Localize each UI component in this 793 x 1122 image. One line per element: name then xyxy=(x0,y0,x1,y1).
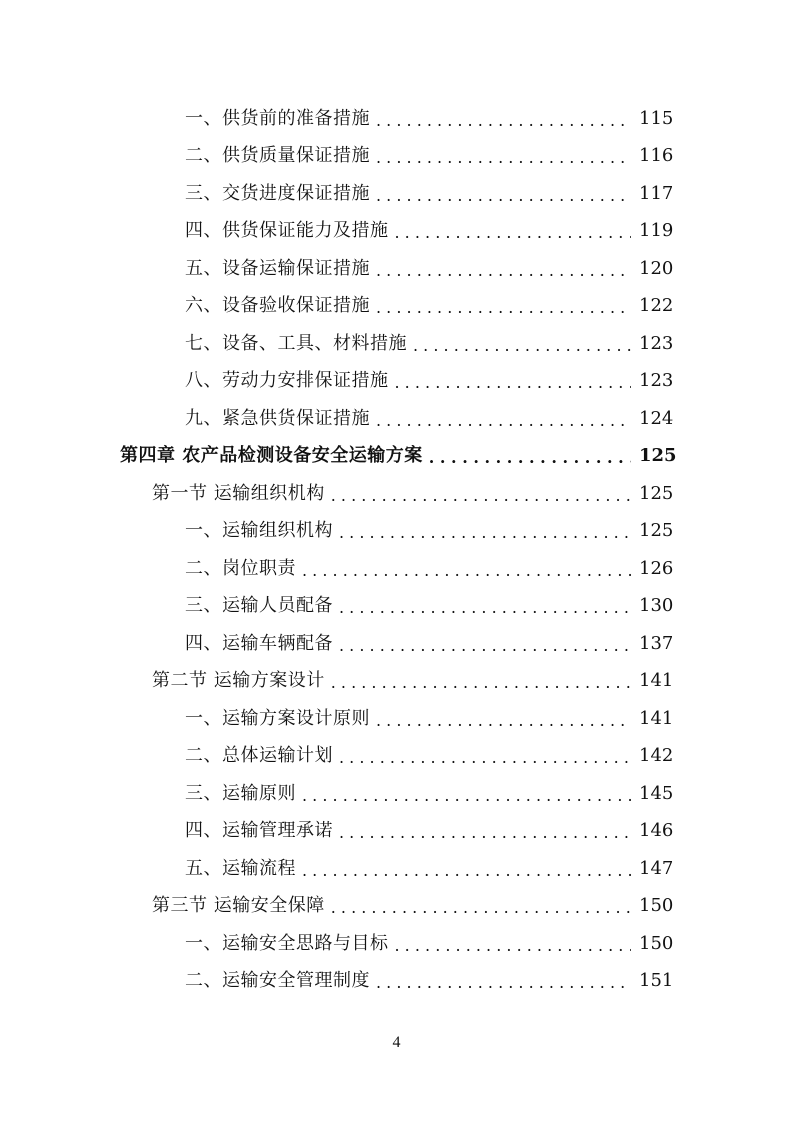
toc-dot-leader xyxy=(339,825,631,841)
toc-dot-leader xyxy=(376,300,631,316)
toc-entry-title: 二、供货质量保证措施 xyxy=(185,145,370,167)
toc-entry-page: 146 xyxy=(639,820,674,842)
toc-entry-item[interactable] xyxy=(0,138,793,176)
toc-entry-title: 四、运输车辆配备 xyxy=(185,632,333,654)
toc-entry-page: 124 xyxy=(639,407,674,429)
toc-dot-leader xyxy=(331,488,631,504)
toc-dot-leader xyxy=(376,150,631,166)
toc-entry-page: 122 xyxy=(639,295,674,317)
toc-entry-page: 117 xyxy=(639,182,674,204)
toc-entry-item[interactable] xyxy=(0,700,793,738)
toc-dot-leader xyxy=(429,450,631,466)
toc-dot-leader xyxy=(339,638,631,654)
toc-entry-item[interactable] xyxy=(0,963,793,1001)
toc-entry-item[interactable] xyxy=(0,513,793,551)
toc-dot-leader xyxy=(339,750,631,766)
toc-entry-title: 一、运输组织机构 xyxy=(185,520,333,542)
toc-dot-leader xyxy=(376,263,631,279)
toc-entry-item[interactable] xyxy=(0,775,793,813)
toc-dot-leader xyxy=(395,938,632,954)
toc-dot-leader xyxy=(395,375,632,391)
toc-entry-title: 一、运输安全思路与目标 xyxy=(185,932,389,954)
toc-entry-page: 147 xyxy=(639,857,674,879)
toc-entry-title: 二、运输安全管理制度 xyxy=(185,970,370,992)
toc-entry-item[interactable] xyxy=(0,550,793,588)
toc-entry-section[interactable] xyxy=(0,663,793,701)
toc-dot-leader xyxy=(376,975,631,991)
toc-entry-item[interactable] xyxy=(0,288,793,326)
toc-dot-leader xyxy=(339,600,631,616)
toc-entry-page: 116 xyxy=(639,145,674,167)
toc-entry-title: 八、劳动力安排保证措施 xyxy=(185,370,389,392)
toc-entry-page: 142 xyxy=(639,745,674,767)
toc-entry-item[interactable] xyxy=(0,588,793,626)
toc-dot-leader xyxy=(376,188,631,204)
toc-entry-item[interactable] xyxy=(0,325,793,363)
toc-entry-title: 四、运输管理承诺 xyxy=(185,820,333,842)
toc-entry-page: 130 xyxy=(639,595,674,617)
toc-entry-item[interactable] xyxy=(0,850,793,888)
toc-entry-title: 一、供货前的准备措施 xyxy=(185,107,370,129)
toc-entry-section[interactable] xyxy=(0,888,793,926)
toc-entry-page: 125 xyxy=(639,520,674,542)
toc-entry-title: 七、设备、工具、材料措施 xyxy=(185,332,407,354)
toc-dot-leader xyxy=(331,900,631,916)
toc-entry-title: 第二节 运输方案设计 xyxy=(152,670,325,692)
toc-entry-item[interactable] xyxy=(0,213,793,251)
toc-entry-title: 三、交货进度保证措施 xyxy=(185,182,370,204)
toc-dot-leader xyxy=(339,525,631,541)
toc-entry-title: 二、岗位职责 xyxy=(185,557,296,579)
toc-entry-section[interactable] xyxy=(0,475,793,513)
toc-entry-page: 123 xyxy=(639,370,674,392)
toc-entry-item[interactable] xyxy=(0,363,793,401)
toc-entry-title: 一、运输方案设计原则 xyxy=(185,707,370,729)
toc-entry-title: 第四章 农产品检测设备安全运输方案 xyxy=(120,445,423,467)
table-of-contents xyxy=(0,100,793,1000)
toc-entry-title: 九、紧急供货保证措施 xyxy=(185,407,370,429)
toc-entry-title: 二、总体运输计划 xyxy=(185,745,333,767)
toc-entry-page: 137 xyxy=(639,632,674,654)
toc-entry-page: 125 xyxy=(639,445,677,467)
toc-entry-page: 123 xyxy=(639,332,674,354)
toc-entry-item[interactable] xyxy=(0,400,793,438)
toc-dot-leader xyxy=(413,338,631,354)
toc-dot-leader xyxy=(302,788,631,804)
toc-entry-title: 第三节 运输安全保障 xyxy=(152,895,325,917)
toc-entry-page: 151 xyxy=(639,970,674,992)
toc-entry-page: 119 xyxy=(639,220,674,242)
toc-entry-page: 145 xyxy=(639,782,674,804)
toc-entry-item[interactable] xyxy=(0,250,793,288)
toc-entry-title: 四、供货保证能力及措施 xyxy=(185,220,389,242)
toc-entry-page: 115 xyxy=(639,107,674,129)
toc-dot-leader xyxy=(302,863,631,879)
toc-entry-page: 150 xyxy=(639,895,674,917)
toc-dot-leader xyxy=(376,713,631,729)
toc-entry-item[interactable] xyxy=(0,100,793,138)
toc-entry-title: 六、设备验收保证措施 xyxy=(185,295,370,317)
toc-entry-chapter[interactable] xyxy=(0,438,793,476)
toc-entry-item[interactable] xyxy=(0,625,793,663)
toc-entry-page: 125 xyxy=(639,482,674,504)
toc-dot-leader xyxy=(376,413,631,429)
page-number: 4 xyxy=(392,1034,401,1051)
toc-entry-page: 150 xyxy=(639,932,674,954)
toc-entry-title: 第一节 运输组织机构 xyxy=(152,482,325,504)
toc-dot-leader xyxy=(376,113,631,129)
toc-entry-item[interactable] xyxy=(0,925,793,963)
toc-entry-title: 五、设备运输保证措施 xyxy=(185,257,370,279)
toc-dot-leader xyxy=(302,563,631,579)
toc-entry-page: 141 xyxy=(639,707,674,729)
toc-entry-item[interactable] xyxy=(0,813,793,851)
toc-entry-item[interactable] xyxy=(0,738,793,776)
toc-entry-title: 三、运输人员配备 xyxy=(185,595,333,617)
toc-entry-title: 三、运输原则 xyxy=(185,782,296,804)
toc-entry-page: 120 xyxy=(639,257,674,279)
toc-entry-page: 126 xyxy=(639,557,674,579)
toc-entry-page: 141 xyxy=(639,670,674,692)
toc-entry-item[interactable] xyxy=(0,175,793,213)
toc-dot-leader xyxy=(331,675,631,691)
toc-entry-title: 五、运输流程 xyxy=(185,857,296,879)
toc-dot-leader xyxy=(395,225,632,241)
